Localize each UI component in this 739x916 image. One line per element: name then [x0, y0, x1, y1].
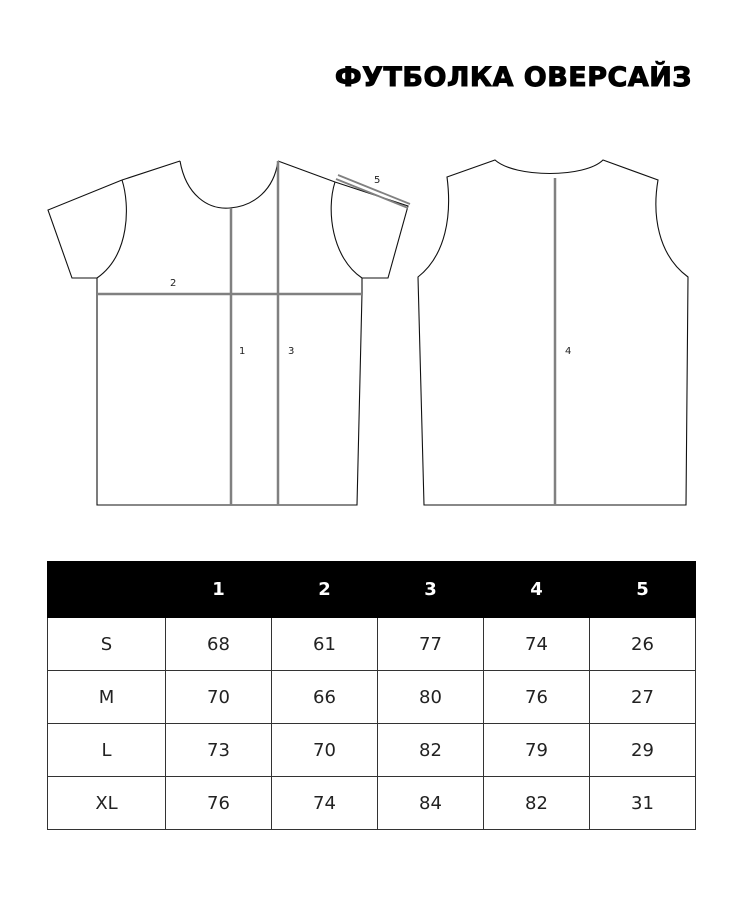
- size-cell: XL: [48, 777, 166, 830]
- table-row: [48, 618, 696, 671]
- value-cell: 74: [272, 777, 378, 830]
- header-measure-1: 1: [166, 562, 272, 618]
- table-row: [48, 777, 696, 830]
- value-cell: 82: [484, 777, 590, 830]
- value-cell: 80: [378, 671, 484, 724]
- front-neckline: [180, 161, 278, 208]
- tshirt-back: [418, 160, 688, 505]
- front-measure-lines: [97, 161, 410, 505]
- size-table-header: [48, 562, 696, 618]
- tshirt-front: [48, 161, 408, 505]
- value-cell: 31: [590, 777, 696, 830]
- measure-label-1: 1: [239, 346, 246, 357]
- page-title: ФУТБОЛКА ОВЕРСАЙЗ: [334, 62, 692, 93]
- value-cell: 61: [272, 618, 378, 671]
- size-cell: L: [48, 724, 166, 777]
- value-cell: 73: [166, 724, 272, 777]
- value-cell: 29: [590, 724, 696, 777]
- value-cell: 77: [378, 618, 484, 671]
- header-measure-2: 2: [272, 562, 378, 618]
- measure-label-2: 2: [170, 278, 177, 289]
- value-cell: 70: [166, 671, 272, 724]
- value-cell: 76: [166, 777, 272, 830]
- value-cell: 26: [590, 618, 696, 671]
- front-shoulders: [122, 161, 335, 182]
- size-cell: S: [48, 618, 166, 671]
- front-right-armhole: [331, 182, 362, 278]
- table-row: [48, 724, 696, 777]
- back-outline: [418, 160, 688, 505]
- measure-label-4: 4: [565, 346, 572, 357]
- front-right-sleeve: [335, 182, 408, 278]
- value-cell: 70: [272, 724, 378, 777]
- header-measure-5: 5: [590, 562, 696, 618]
- value-cell: 84: [378, 777, 484, 830]
- front-left-sleeve: [48, 180, 122, 278]
- header-size: [48, 562, 166, 618]
- value-cell: 79: [484, 724, 590, 777]
- header-measure-3: 3: [378, 562, 484, 618]
- measure-line-5b: [336, 179, 408, 208]
- value-cell: 74: [484, 618, 590, 671]
- value-cell: 68: [166, 618, 272, 671]
- table-row: [48, 671, 696, 724]
- measure-label-5: 5: [374, 175, 381, 186]
- front-body-outline: [97, 293, 362, 505]
- header-measure-4: 4: [484, 562, 590, 618]
- front-side-lower: [97, 278, 362, 293]
- front-left-armhole: [97, 180, 126, 278]
- value-cell: 76: [484, 671, 590, 724]
- value-cell: 66: [272, 671, 378, 724]
- size-table: [47, 561, 696, 830]
- measure-label-3: 3: [288, 346, 295, 357]
- value-cell: 82: [378, 724, 484, 777]
- value-cell: 27: [590, 671, 696, 724]
- size-cell: M: [48, 671, 166, 724]
